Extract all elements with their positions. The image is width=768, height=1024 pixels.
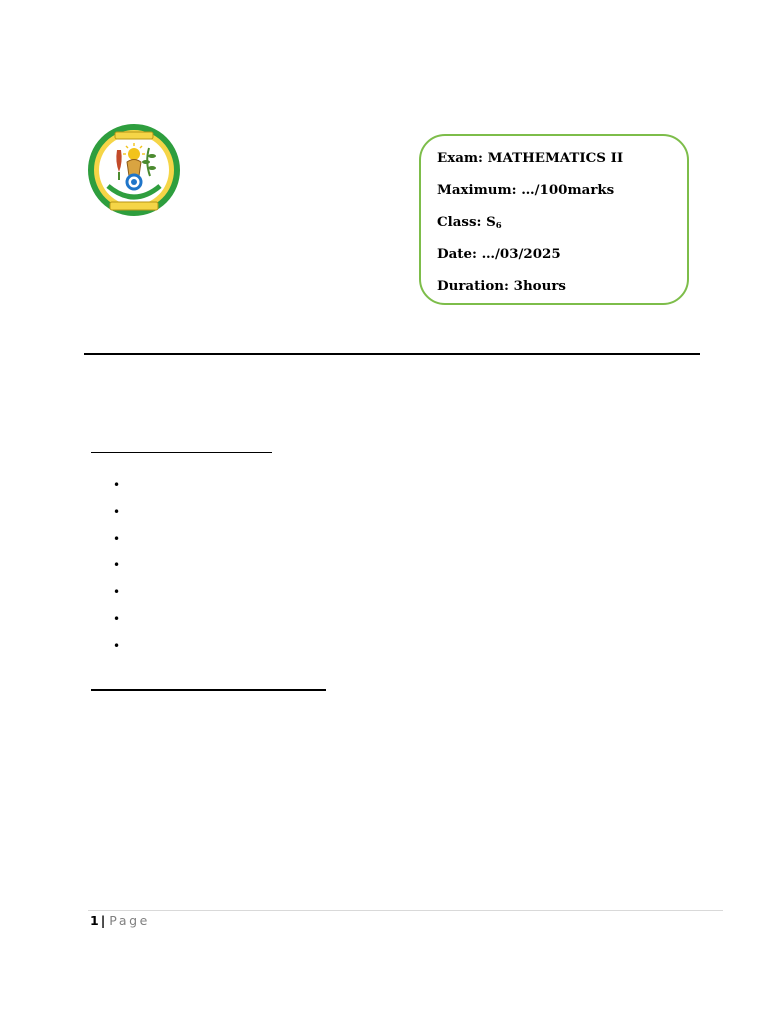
list-item-bullet: • (113, 639, 121, 653)
footer-divider (88, 910, 723, 911)
exam-title: Exam: MATHEMATICS II (437, 150, 624, 166)
list-item-bullet: • (113, 612, 121, 626)
heading-underline-section (91, 689, 326, 691)
list-item-bullet: • (113, 478, 121, 492)
exam-duration: Duration: 3hours (437, 278, 566, 294)
list-item-bullet: • (113, 585, 121, 599)
maximum-marks: Maximum: …/100marks (437, 182, 615, 198)
page-separator: | (100, 913, 106, 928)
list-item-bullet: • (113, 505, 121, 519)
page-footer (90, 912, 150, 930)
heading-underline-instructions (91, 452, 272, 453)
class-line (437, 214, 687, 230)
class-label: Class: S (437, 214, 496, 230)
list-item-bullet: • (113, 558, 121, 572)
page-label: Page (109, 913, 150, 928)
page-number: 1 (90, 913, 99, 928)
list-item-bullet: • (113, 532, 121, 546)
header-divider (84, 353, 700, 355)
class-subscript: 6 (495, 221, 502, 231)
national-emblem-logo (88, 124, 180, 216)
exam-date: Date: …/03/2025 (437, 246, 561, 262)
exam-info-box (419, 134, 689, 305)
